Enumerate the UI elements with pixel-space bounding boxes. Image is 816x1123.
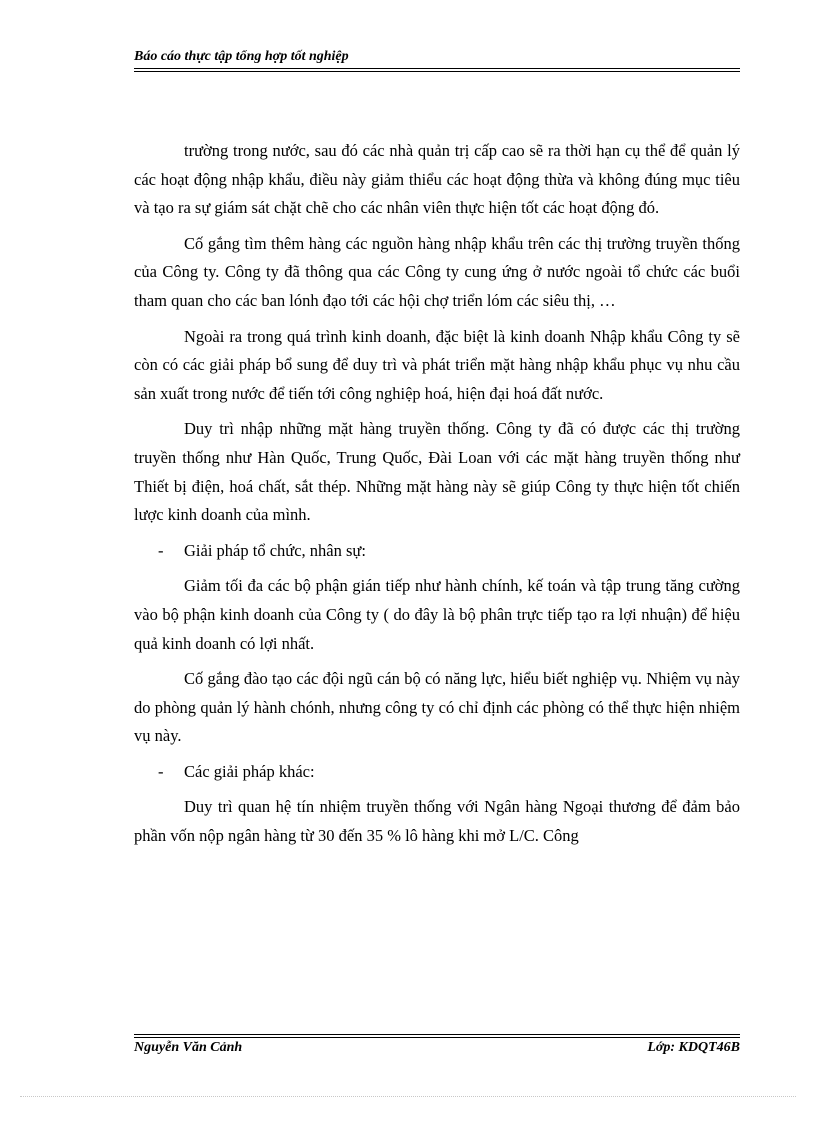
- paragraph: Cố gắng tìm thêm hàng các nguồn hàng nhập khẩu trên các thị trường truyền thống của Công ty. Công ty đã thông qua các Công ty cung ứng ở nước ngoài tổ chức các buổi tham quan cho các ban lónh đạo tới các hội chợ triển lóm các siêu thị, …: [134, 233, 740, 310]
- document-body: [134, 137, 740, 858]
- page-bottom-edge: [20, 1096, 796, 1097]
- footer-rule: [134, 1034, 740, 1038]
- bullet-text: Các giải pháp khác:: [184, 761, 315, 781]
- page-header-title: Báo cáo thực tập tổng hợp tốt nghiệp: [134, 49, 349, 64]
- paragraph: Duy trì nhập những mặt hàng truyền thống. Công ty đã có được các thị trường truyền thống như Hàn Quốc, Trung Quốc, Đài Loan với các mặt hàng truyền thống như Thiết bị điện, hoá chất, sắt thép. Những mặt hàng này sẽ giúp Công ty thực hiện tốt chiến lược kinh doanh của mình.: [134, 419, 740, 525]
- header-rule: [134, 68, 740, 72]
- bullet-dash: -: [158, 761, 164, 781]
- paragraph: Ngoài ra trong quá trình kinh doanh, đặc biệt là kinh doanh Nhập khẩu Công ty sẽ còn có các giải pháp bổ sung để duy trì và phát triển mặt hàng nhập khẩu phục vụ nhu cầu sản xuất trong nước để tiến tới công nghiệp hoá, hiện đại hoá đất nước.: [134, 326, 740, 403]
- paragraph: Giảm tối đa các bộ phận gián tiếp như hành chính, kế toán và tập trung tăng cường vào bộ phận kinh doanh của Công ty ( do đây là bộ phân trực tiếp tạo ra lợi nhuận) để hiệu quả kinh doanh có lợi nhất.: [134, 576, 740, 653]
- footer-author: Nguyễn Văn Cảnh: [134, 1040, 243, 1055]
- bullet-text: Giải pháp tổ chức, nhân sự:: [184, 540, 366, 560]
- paragraph: Cố gắng đào tạo các đội ngũ cán bộ có năng lực, hiểu biết nghiệp vụ. Nhiệm vụ này do phòng quản lý hành chónh, nhưng công ty có chỉ định các phòng có thể thực hiện nhiệm vụ này.: [134, 669, 740, 746]
- footer-class: Lớp: KDQT46B: [647, 1040, 740, 1055]
- paragraph: Duy trì quan hệ tín nhiệm truyền thống với Ngân hàng Ngoại thương để đảm bảo phần vốn nộp ngân hàng từ 30 đến 35 % lô hàng khi mở L/C. Công: [134, 797, 740, 846]
- bullet-item: [134, 537, 740, 566]
- bullet-dash: -: [158, 540, 164, 560]
- paragraph: trường trong nước, sau đó các nhà quản trị cấp cao sẽ ra thời hạn cụ thể để quản lý các hoạt động nhập khẩu, điều này giảm thiểu các hoạt động thừa và không đúng mục tiêu và tạo ra sự giám sát chặt chẽ cho các nhân viên thực hiện tốt các hoạt động đó.: [134, 141, 740, 218]
- bullet-item: [134, 758, 740, 787]
